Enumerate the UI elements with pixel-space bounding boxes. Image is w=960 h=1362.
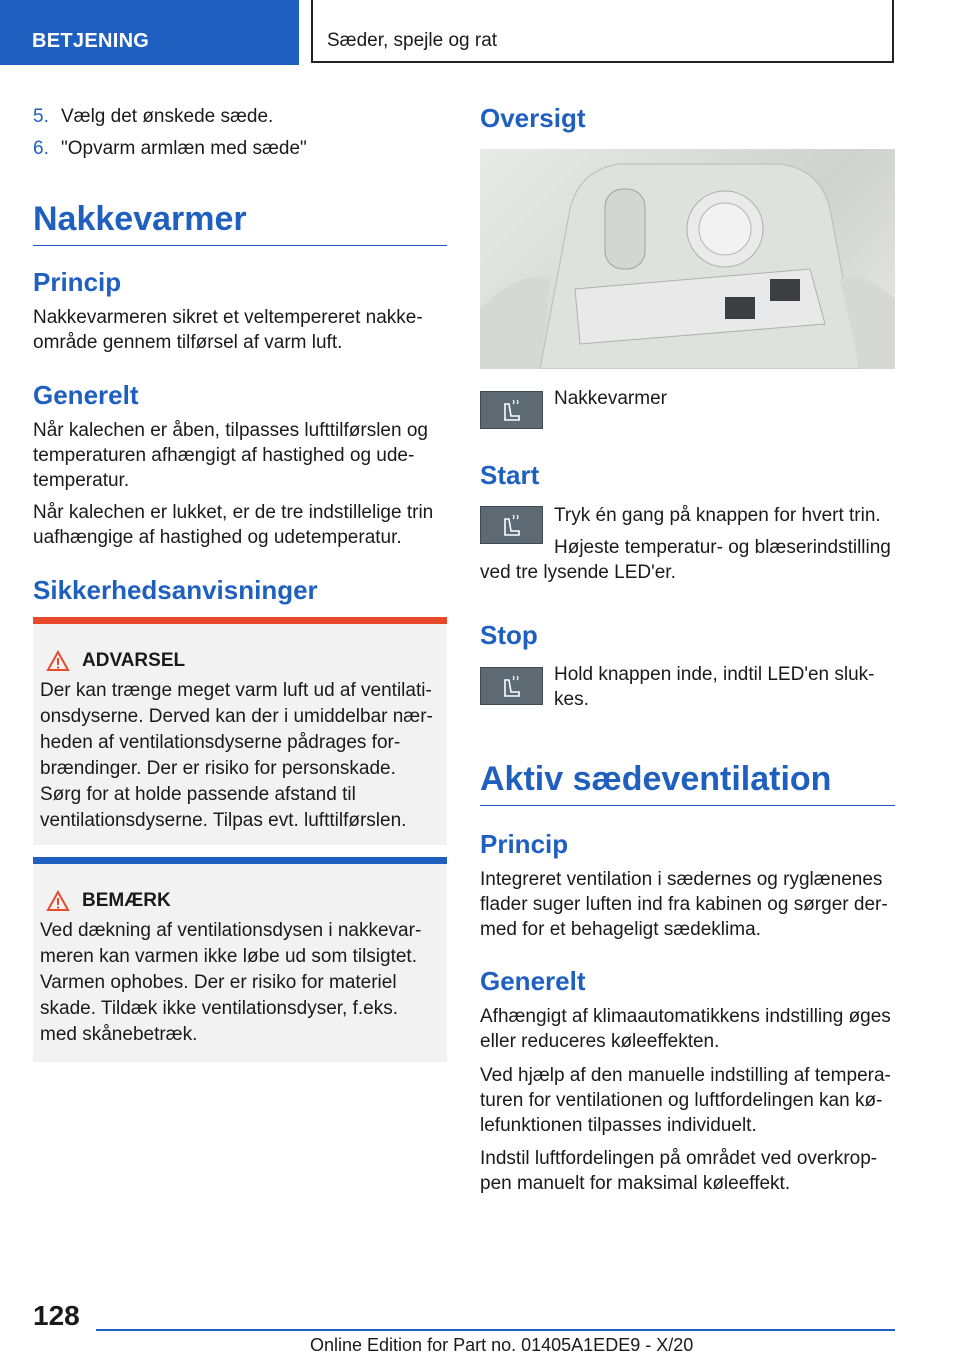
neck-warmer-button-icon (480, 391, 543, 429)
page-number: 128 (33, 1300, 80, 1331)
heading-nakkevarmer: Nakkevarmer (33, 200, 447, 246)
generelt-text-2: Når kalechen er lukket, er de tre indstillelige trin uafhængige af hastighed og udetemperatur. (33, 502, 434, 548)
stop-text: Hold knappen inde, indtil LED'en slukkes. (554, 664, 875, 710)
neck-warmer-button-icon (480, 667, 543, 705)
icon-caption: Nakkevarmer (554, 388, 667, 409)
heading-aktiv-saedeventilation: Aktiv sædeventilation (480, 760, 895, 806)
footer-rule (96, 1329, 895, 1331)
heading-generelt: Generelt (33, 380, 139, 410)
note-text: Ved dækning af ventilationsdysen i nakkevarmeren kan varmen ikke løbe ud som tilsigtet. Varmen ophobes. Der er risiko for materiel skade. Tildæk ikke ventilationsdyser, f.eks. med skånebetræk. (40, 920, 422, 1045)
header-chapter-box (311, 0, 894, 63)
start-text-2: Højeste temperatur- og blæserindstilling ved tre lysende LED'er. (480, 537, 891, 583)
warning-icon (46, 890, 70, 912)
heading-safety: Sikkerhedsanvisninger (33, 575, 318, 605)
heading-stop: Stop (480, 620, 538, 650)
center-console-illustration (480, 149, 895, 369)
footer-edition: Online Edition for Part no. 01405A1EDE9 - X/20 (310, 1335, 694, 1355)
warning-text: Der kan trænge meget varm luft ud af ventilationsdyserne. Derved kan der i umiddelbar nærheden af ventilationsdyserne pådrages forbrændinger. Der er risiko for personskade. Sørg for at holde passende afstand til ventilationsdyserne. Tilpas evt. lufttilførslen. (40, 680, 433, 831)
heading-start: Start (480, 460, 540, 490)
warning-box (33, 617, 447, 845)
list-item: 5. Vælg det ønskede sæde. (33, 106, 274, 127)
step-list (33, 104, 447, 162)
heading-generelt-2: Generelt (480, 966, 586, 996)
header-section: BETJENING (32, 30, 150, 52)
princip-text-2: Integreret ventilation i sædernes og ryglænenes flader suger luften ind fra kabinen og sørger dermed for et behageligt sædeklima. (480, 869, 888, 940)
header-chapter: Sæder, spejle og rat (327, 30, 498, 51)
header-section-tab (0, 0, 299, 65)
heading-princip-2: Princip (480, 829, 569, 859)
console-photo (480, 149, 895, 369)
note-box (33, 857, 447, 1062)
warning-icon (46, 650, 70, 672)
warning-bar (33, 617, 447, 624)
list-item: 6. "Opvarm armlæn med sæde" (33, 138, 307, 159)
start-text-1: Tryk én gang på knappen for hvert trin. (554, 505, 881, 526)
generelt2-text-3: Indstil luftfordelingen på området ved overkroppen manuelt for maksimal køleeffekt. (480, 1148, 878, 1194)
generelt-text-1: Når kalechen er åben, tilpasses lufttilførslen og temperaturen afhængigt af hastighed og udetemperatur. (33, 420, 428, 491)
princip-text: Nakkevarmeren sikret et veltempereret nakkeområde gennem tilførsel af varm luft. (33, 307, 423, 353)
note-label: BEMÆRK (82, 890, 171, 911)
warning-label: ADVARSEL (82, 650, 186, 671)
heading-oversigt: Oversigt (480, 103, 586, 133)
generelt2-text-2: Ved hjælp af den manuelle indstilling af temperaturen for ventilationen og luftfordelingen kan kølefunktionen tilpasses individuelt. (480, 1065, 891, 1136)
note-bar (33, 857, 447, 864)
generelt2-text-1: Afhængigt af klimaautomatikkens indstilling øges eller reduceres køleeffekten. (480, 1006, 891, 1052)
heading-princip: Princip (33, 267, 122, 297)
